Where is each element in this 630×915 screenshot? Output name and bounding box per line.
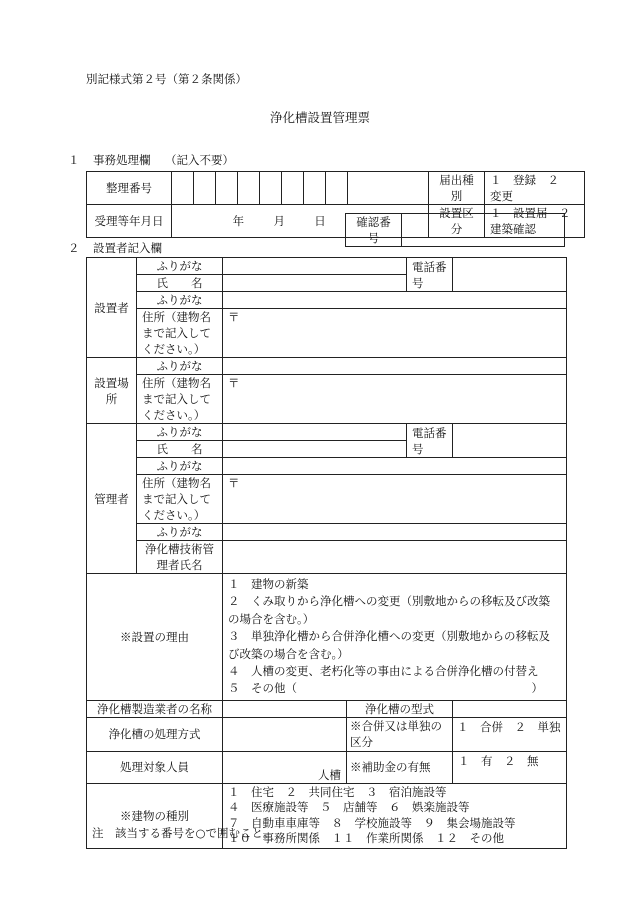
year-label: 年 xyxy=(232,214,245,228)
manager-address-field[interactable] xyxy=(223,475,567,524)
reg-no-digit[interactable] xyxy=(238,172,260,205)
confirm-no-label: 確認番号 xyxy=(346,214,402,247)
receipt-date-label: 受理等年月日 xyxy=(87,205,172,238)
reason-item: ３ 単独浄化槽から合併浄化槽への変更（別敷地からの移転及び改築の場合を含む。） xyxy=(228,629,550,661)
model-label: 浄化槽の型式 xyxy=(347,700,453,717)
manager-name-label: 氏 名 xyxy=(137,441,223,458)
reg-no-digit[interactable] xyxy=(216,172,238,205)
reason-item: １ 建物の新築 xyxy=(228,577,309,591)
installer-label: 設置者 xyxy=(87,258,137,358)
model-field[interactable] xyxy=(453,700,567,717)
section2-number: ２ xyxy=(68,241,80,255)
confirm-no-table xyxy=(345,213,565,247)
section2-heading: 設置者記入欄 xyxy=(93,241,162,255)
subsidy-options[interactable]: １ 有 ２ 無 xyxy=(453,751,567,783)
installer-address-label: 住所（建物名まで記入してください。） xyxy=(137,309,223,358)
reg-no-digit[interactable] xyxy=(194,172,216,205)
install-class-options[interactable]: １ 設置届 ２ 建築確認 xyxy=(485,205,585,238)
method-field[interactable] xyxy=(223,717,347,751)
form-number: 別記様式第２号（第２条関係） xyxy=(86,72,247,86)
manager-label: 管理者 xyxy=(87,424,137,574)
postal-mark: 〒 xyxy=(228,310,240,324)
installer-address-furigana-field[interactable] xyxy=(223,292,567,309)
tech-furigana-label: ふりがな xyxy=(137,524,223,541)
persons-unit: 人槽 xyxy=(318,767,341,782)
building-type-label: ※建物の種別 xyxy=(87,783,223,848)
installer-name-label: 氏 名 xyxy=(137,275,223,292)
tech-furigana-field[interactable] xyxy=(223,524,567,541)
persons-label: 処理対象人員 xyxy=(87,751,223,783)
subsidy-label: ※補助金の有無 xyxy=(347,751,453,783)
section1-note: （記入不要） xyxy=(165,153,234,167)
reg-no-label: 整理番号 xyxy=(87,172,172,205)
manager-name-field[interactable] xyxy=(223,441,407,458)
section1-number: １ xyxy=(68,153,80,167)
confirm-no-field[interactable] xyxy=(402,214,565,247)
building-type-item: ７ 自動車車庫等 ８ 学校施設等 ９ 集会場施設等 xyxy=(228,815,516,830)
manager-furigana-field[interactable] xyxy=(223,424,407,441)
installer-phone-field[interactable] xyxy=(453,258,567,292)
manager-furigana-label: ふりがな xyxy=(137,424,223,441)
reg-no-digit[interactable] xyxy=(260,172,282,205)
reason-item xyxy=(228,680,561,697)
combined-label: ※合併又は単独の区分 xyxy=(347,717,453,751)
month-label: 月 xyxy=(273,214,285,228)
manager-phone-field[interactable] xyxy=(453,424,567,458)
reason-other-close: ） xyxy=(531,681,543,696)
reg-no-digit[interactable] xyxy=(304,172,326,205)
reason-options[interactable] xyxy=(223,574,567,701)
reason-item: ２ くみ取りから浄化槽への変更（別敷地からの移転及び改築の場合を含む。） xyxy=(228,594,550,626)
reason-label: ※設置の理由 xyxy=(87,574,223,701)
notif-type-label: 届出種別 xyxy=(429,172,485,205)
manager-address-furigana-label: ふりがな xyxy=(137,458,223,475)
tech-manager-field[interactable] xyxy=(223,541,567,574)
building-type-item: １０ 事務所関係 １１ 作業所関係 １２ その他 xyxy=(228,831,504,846)
reason-other: ５ その他（ xyxy=(228,681,297,696)
installer-furigana-field[interactable] xyxy=(223,258,407,275)
installer-address-field[interactable] xyxy=(223,309,567,358)
install-class-label: 設置区分 xyxy=(429,205,485,238)
site-furigana-field[interactable] xyxy=(223,358,567,375)
method-label: 浄化槽の処理方式 xyxy=(87,717,223,751)
reg-no-digit[interactable] xyxy=(348,172,429,205)
reg-no-digit[interactable] xyxy=(326,172,348,205)
installer-furigana-label: ふりがな xyxy=(137,258,223,275)
reg-no-digit[interactable] xyxy=(172,172,194,205)
site-address-field[interactable] xyxy=(223,375,567,424)
combined-options[interactable]: １ 合併 ２ 単独 xyxy=(453,717,567,751)
maker-field[interactable] xyxy=(223,700,347,717)
site-address-label: 住所（建物名まで記入してください。） xyxy=(137,375,223,424)
section1-heading: 事務処理欄 xyxy=(93,153,151,167)
reg-no-digit[interactable] xyxy=(282,172,304,205)
manager-address-label: 住所（建物名まで記入してください。） xyxy=(137,475,223,524)
page-title: 浄化槽設置管理票 xyxy=(270,110,371,125)
maker-label: 浄化槽製造業者の名称 xyxy=(87,700,223,717)
persons-field[interactable] xyxy=(223,751,347,783)
footer-note: 注 該当する番号を○で囲むこと。 xyxy=(92,826,275,840)
manager-phone-label: 電話番号 xyxy=(407,424,453,458)
day-label: 日 xyxy=(314,214,326,228)
installer-phone-label: 電話番号 xyxy=(407,258,453,292)
site-furigana-label: ふりがな xyxy=(137,358,223,375)
installer-address-furigana-label: ふりがな xyxy=(137,292,223,309)
manager-address-furigana-field[interactable] xyxy=(223,458,567,475)
reason-item: ４ 人槽の変更、老朽化等の事由による合併浄化槽の付替え xyxy=(228,664,539,679)
building-type-item: １ 住宅 ２ 共同住宅 ３ 宿泊施設等 xyxy=(228,784,447,799)
site-label: 設置場所 xyxy=(87,358,137,424)
installer-name-field[interactable] xyxy=(223,275,407,292)
notif-type-options[interactable]: １ 登録 ２ 変更 xyxy=(485,172,585,205)
building-type-item: ４ 医療施設等 ５ 店舗等 ６ 娯楽施設等 xyxy=(228,800,470,815)
applicant-table xyxy=(86,257,567,849)
postal-mark: 〒 xyxy=(228,376,240,390)
postal-mark: 〒 xyxy=(228,476,240,490)
tech-manager-label: 浄化槽技術管理者氏名 xyxy=(137,541,223,574)
